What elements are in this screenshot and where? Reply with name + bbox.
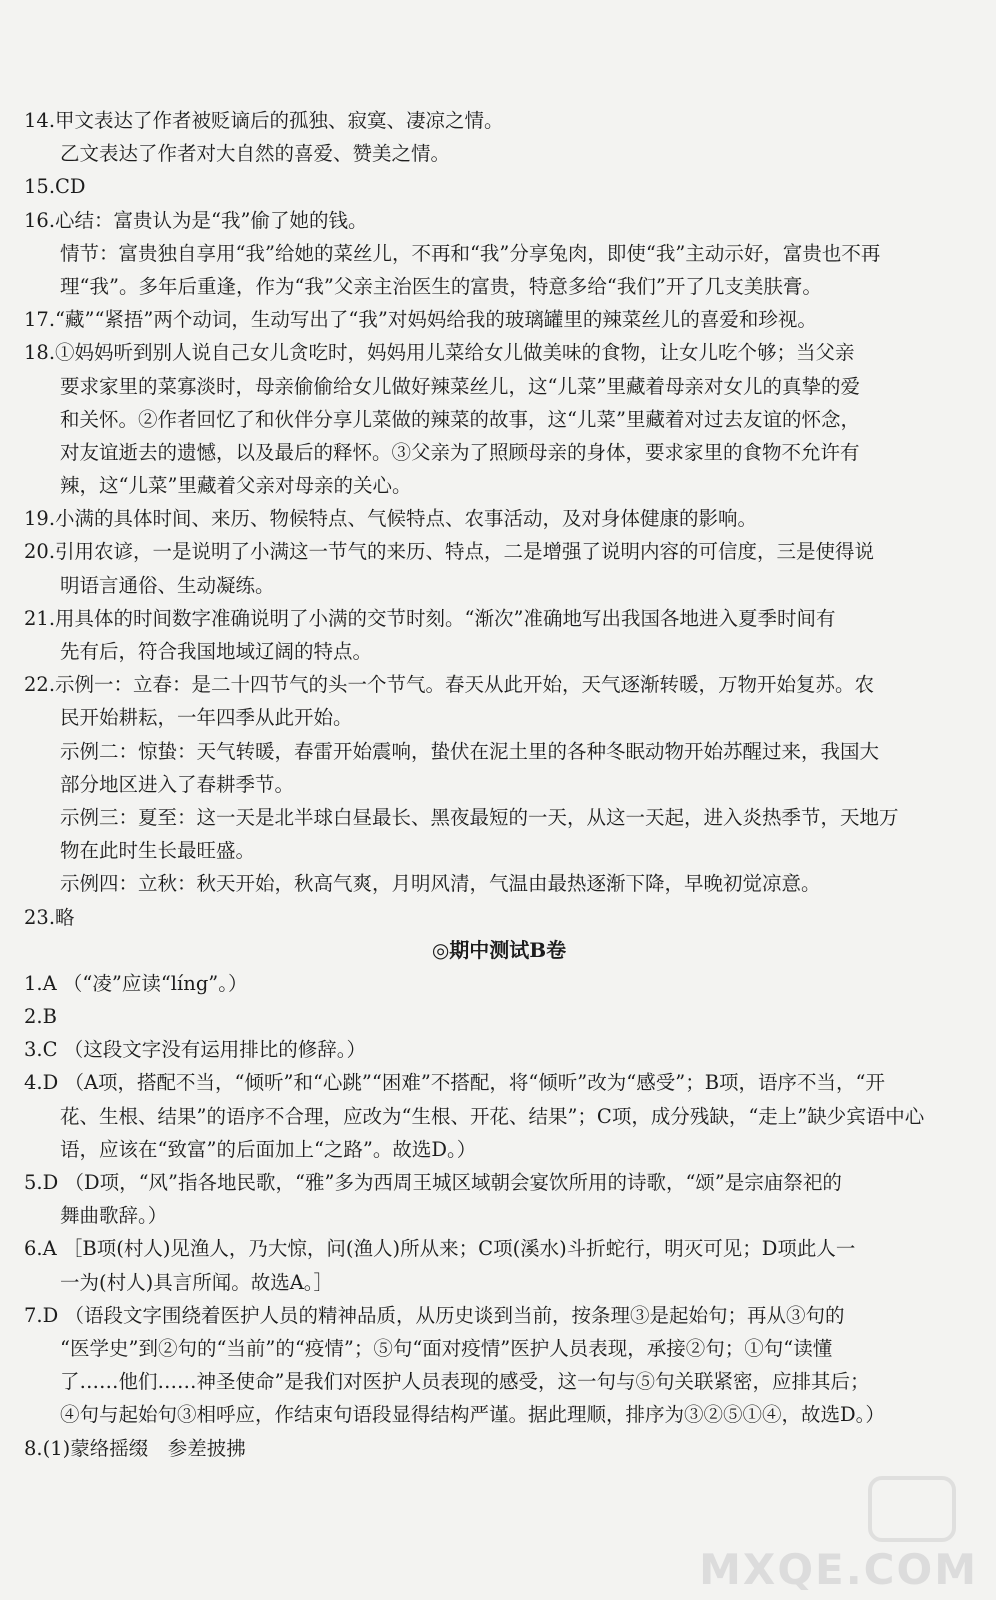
answer-line: 5.D （D项，“风”指各地民歌，“雅”多为西周王城区域朝会宴饮所用的诗歌，“颂”是宗庙祭祀的 — [24, 1171, 842, 1194]
answer-line: 18.①妈妈听到别人说自己女儿贪吃时，妈妈用儿菜给女儿做美味的食物，让女儿吃个够；当父亲 — [24, 341, 855, 365]
watermark-logo-icon — [868, 1476, 956, 1542]
answer-line: 15.CD — [24, 175, 86, 199]
answer-line: 先有后，符合我国地域辽阔的特点。 — [60, 640, 373, 663]
answer-line: 6.A ［B项(村人)见渔人，乃大惊，问(渔人)所从来；C项(溪水)斗折蛇行，明灭可见；D项此人一 — [24, 1237, 856, 1261]
answer-line: 部分地区进入了春耕季节。 — [60, 772, 295, 796]
answer-line: 20.引用农谚，一是说明了小满这一节气的来历、特点，二是增强了说明内容的可信度，三是使得说 — [24, 540, 875, 564]
answer-line: 了……他们……神圣使命”是我们对医护人员表现的感受，这一句与⑤句关联紧密，应排其后； — [60, 1370, 870, 1394]
answer-line: 理“我”。多年后重逢，作为“我”父亲主治医生的富贵，特意多给“我们”开了几支美肤膏。 — [60, 274, 822, 298]
answer-line: 19.小满的具体时间、来历、物候特点、气候特点、农事活动，及对身体健康的影响。 — [24, 507, 758, 531]
answer-line: 舞曲歌辞。） — [60, 1204, 168, 1228]
answer-line: 23.略 — [24, 905, 75, 929]
answer-line: 17.“藏”“紧捂”两个动词，生动写出了“我”对妈妈给我的玻璃罐里的辣菜丝儿的喜爱和珍视。 — [24, 308, 817, 332]
answer-line: 2.B — [24, 1005, 57, 1029]
answer-line: “医学史”到②句的“当前”的“疫情”；⑤句“面对疫情”医护人员表现，承接②句；①句“读懂 — [60, 1336, 833, 1360]
answer-line: 一为(村人)具言所闻。故选A。］ — [60, 1270, 334, 1294]
answer-line: 和关怀。②作者回忆了和伙伴分享儿菜做的辣菜的故事，这“儿菜”里藏着对过去友谊的怀念， — [60, 407, 860, 431]
answer-line: 花、生根、结果”的语序不合理，应改为“生根、开花、结果”；C项，成分残缺，“走上”缺少宾语中心 — [60, 1104, 925, 1128]
watermark-text: MXQE.COM — [699, 1545, 978, 1594]
answer-line: 1.A （“凌”应读“líng”。） — [24, 971, 248, 995]
answer-line: 辣，这“儿菜”里藏着父亲对母亲的关心。 — [60, 474, 412, 498]
answer-line: 16.心结：富贵认为是“我”偷了她的钱。 — [24, 208, 368, 232]
answer-page — [24, 104, 974, 1465]
answer-line: 语，应该在“致富”的后面加上“之路”。故选D。） — [60, 1137, 477, 1161]
answer-line: 22.示例一：立春：是二十四节气的头一个节气。春天从此开始，天气逐渐转暖，万物开始复苏。农 — [24, 673, 875, 697]
answer-line: 示例三：夏至：这一天是北半球白昼最长、黑夜最短的一天，从这一天起，进入炎热季节，天地万 — [60, 805, 899, 829]
answer-line: 7.D （语段文字围绕着医护人员的精神品质，从历史谈到当前，按条理③是起始句；再从③句的 — [24, 1303, 845, 1327]
answer-line: 4.D （A项，搭配不当，“倾听”和“心跳”“困难”不搭配，将“倾听”改为“感受”；B项，语序不当，“开 — [24, 1071, 886, 1095]
answer-line: 对友谊逝去的遗憾，以及最后的释怀。③父亲为了照顾母亲的身体，要求家里的食物不允许有 — [60, 440, 860, 464]
answer-line: 21.用具体的时间数字准确说明了小满的交节时刻。“渐次”准确地写出我国各地进入夏季时间有 — [24, 606, 836, 630]
answer-line: 8.(1)蒙络摇缀 参差披拂 — [24, 1436, 246, 1460]
answer-line: 乙文表达了作者对大自然的喜爱、赞美之情。 — [60, 142, 451, 166]
answer-line: ④句与起始句③相呼应，作结束句语段显得结构严谨。据此理顺，排序为③②⑤①④，故选D。） — [60, 1403, 885, 1427]
answer-line: 示例二：惊蛰：天气转暖，春雷开始震响，蛰伏在泥土里的各种冬眠动物开始苏醒过来，我国大 — [60, 739, 880, 763]
answer-line: 要求家里的菜寡淡时，母亲偷偷给女儿做好辣菜丝儿，这“儿菜”里藏着母亲对女儿的真挚的爱 — [60, 374, 860, 398]
answer-line: 示例四：立秋：秋天开始，秋高气爽，月明风清，气温由最热逐渐下降，早晚初觉凉意。 — [60, 872, 821, 896]
answer-line: 情节：富贵独自享用“我”给她的菜丝儿，不再和“我”分享兔肉，即使“我”主动示好，富贵也不再 — [60, 241, 881, 265]
answer-line: 物在此时生长最旺盛。 — [60, 839, 256, 863]
section-title: ◎期中测试B卷 — [431, 937, 567, 962]
answer-line: 14.甲文表达了作者被贬谪后的孤独、寂寞、凄凉之情。 — [24, 109, 504, 132]
answer-line: 3.C （这段文字没有运用排比的修辞。） — [24, 1038, 366, 1062]
answer-line: 明语言通俗、生动凝练。 — [60, 573, 275, 597]
answer-line: 民开始耕耘，一年四季从此开始。 — [60, 706, 353, 730]
